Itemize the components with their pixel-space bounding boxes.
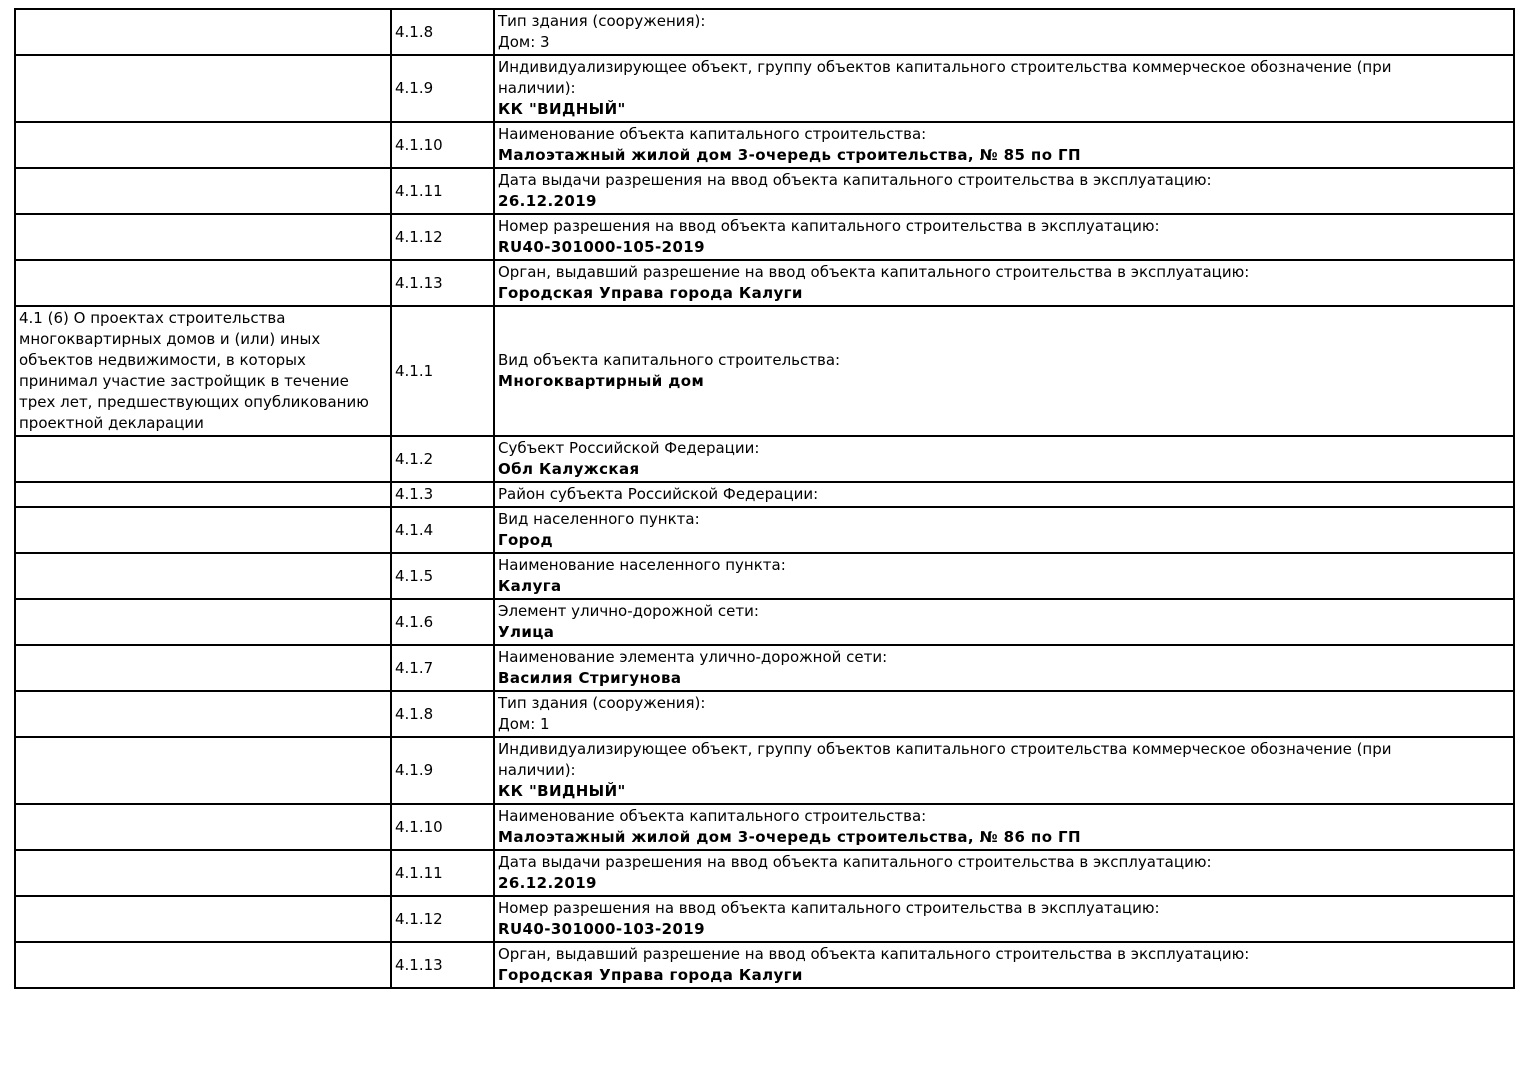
field-label: Орган, выдавший разрешение на ввод объекта капитального строительства в эксплуатацию: <box>498 945 1250 963</box>
row-code: 4.1.13 <box>395 955 443 974</box>
field-value: Улица <box>498 623 555 641</box>
content-cell <box>494 691 1514 737</box>
section-cell <box>15 168 391 214</box>
field-label: Наименование элемента улично-дорожной сети: <box>498 648 888 666</box>
section-description: 4.1 (6) О проектах строительства многоквартирных домов и (или) иных объектов недвижимости, в которых принимал участие застройщик в течение трех лет, предшествующих опубликованию проектной декларации <box>19 309 369 432</box>
field-value: RU40-301000-103-2019 <box>498 920 705 938</box>
field-label: Номер разрешения на ввод объекта капитального строительства в эксплуатацию: <box>498 217 1160 235</box>
code-cell <box>391 645 494 691</box>
content-cell <box>494 599 1514 645</box>
table-row <box>15 942 1514 988</box>
code-cell <box>391 9 494 55</box>
row-code: 4.1.6 <box>395 612 434 631</box>
field-value: Многоквартирный дом <box>498 372 705 390</box>
table-row <box>15 691 1514 737</box>
table-row <box>15 645 1514 691</box>
declaration-table <box>14 8 1515 989</box>
code-cell <box>391 214 494 260</box>
row-code: 4.1.9 <box>395 761 434 779</box>
row-code: 4.1.7 <box>395 658 434 677</box>
field-label: Орган, выдавший разрешение на ввод объекта капитального строительства в эксплуатацию: <box>498 263 1250 281</box>
table-row <box>15 436 1514 482</box>
table-row <box>15 804 1514 850</box>
table-row <box>15 599 1514 645</box>
table-row <box>15 168 1514 214</box>
section-cell <box>15 306 391 436</box>
code-cell <box>391 507 494 553</box>
field-label: Наименование объекта капитального строительства: <box>498 125 927 143</box>
field-value: Обл Калужская <box>498 460 640 478</box>
content-cell <box>494 214 1514 260</box>
code-cell <box>391 122 494 168</box>
field-value: 26.12.2019 <box>498 874 597 892</box>
code-cell <box>391 482 494 507</box>
field-label: Вид населенного пункта: <box>498 510 700 528</box>
field-value: Василия Стригунова <box>498 669 682 687</box>
content-cell <box>494 645 1514 691</box>
field-value: RU40-301000-105-2019 <box>498 238 705 256</box>
content-cell <box>494 9 1514 55</box>
row-code: 4.1.2 <box>395 449 434 468</box>
content-cell <box>494 55 1514 122</box>
row-code: 4.1.10 <box>395 135 443 154</box>
table-row <box>15 553 1514 599</box>
section-cell <box>15 122 391 168</box>
field-label: Элемент улично-дорожной сети: <box>498 602 759 620</box>
content-cell <box>494 168 1514 214</box>
section-cell <box>15 9 391 55</box>
field-label: Индивидуализирующее объект, группу объектов капитального строительства коммерческое обозначение (при наличии): <box>498 740 1392 779</box>
content-cell <box>494 896 1514 942</box>
table-row <box>15 737 1514 804</box>
field-label: Дата выдачи разрешения на ввод объекта капитального строительства в эксплуатацию: <box>498 853 1212 871</box>
row-code: 4.1.8 <box>395 704 434 723</box>
field-label: Субъект Российской Федерации: <box>498 439 760 457</box>
field-label: Вид объекта капитального строительства: <box>498 351 841 369</box>
section-cell <box>15 942 391 988</box>
code-cell <box>391 850 494 896</box>
declaration-table-body <box>15 9 1514 988</box>
field-label: Тип здания (сооружения): <box>498 694 706 712</box>
table-row <box>15 507 1514 553</box>
code-cell <box>391 737 494 804</box>
code-cell <box>391 942 494 988</box>
row-code: 4.1.13 <box>395 273 443 292</box>
code-cell <box>391 691 494 737</box>
row-code: 4.1.12 <box>395 227 443 246</box>
section-cell <box>15 645 391 691</box>
content-cell <box>494 737 1514 804</box>
code-cell <box>391 260 494 306</box>
section-cell <box>15 507 391 553</box>
content-cell <box>494 482 1514 507</box>
section-cell <box>15 850 391 896</box>
section-cell <box>15 599 391 645</box>
field-value: Дом: 1 <box>498 715 550 733</box>
section-cell <box>15 691 391 737</box>
content-cell <box>494 122 1514 168</box>
section-cell <box>15 896 391 942</box>
content-cell <box>494 507 1514 553</box>
section-cell <box>15 482 391 507</box>
table-row <box>15 122 1514 168</box>
field-label: Индивидуализирующее объект, группу объектов капитального строительства коммерческое обозначение (при наличии): <box>498 58 1392 97</box>
row-code: 4.1.9 <box>395 79 434 97</box>
field-label: Дата выдачи разрешения на ввод объекта капитального строительства в эксплуатацию: <box>498 171 1212 189</box>
content-cell <box>494 804 1514 850</box>
table-row <box>15 482 1514 507</box>
field-value: Малоэтажный жилой дом 3-очередь строительства, № 86 по ГП <box>498 828 1081 846</box>
table-row <box>15 55 1514 122</box>
content-cell <box>494 942 1514 988</box>
content-cell <box>494 306 1514 436</box>
code-cell <box>391 896 494 942</box>
table-row <box>15 896 1514 942</box>
field-value: 26.12.2019 <box>498 192 597 210</box>
row-code: 4.1.3 <box>395 485 434 503</box>
field-value: Дом: 3 <box>498 33 550 51</box>
row-code: 4.1.12 <box>395 909 443 928</box>
row-code: 4.1.8 <box>395 22 434 41</box>
section-cell <box>15 553 391 599</box>
section-cell <box>15 214 391 260</box>
field-value: Город <box>498 531 554 549</box>
table-row <box>15 260 1514 306</box>
row-code: 4.1.11 <box>395 863 443 882</box>
code-cell <box>391 553 494 599</box>
section-cell <box>15 737 391 804</box>
section-cell <box>15 436 391 482</box>
row-code: 4.1.4 <box>395 520 434 539</box>
field-value: Калуга <box>498 577 562 595</box>
section-cell <box>15 55 391 122</box>
code-cell <box>391 436 494 482</box>
code-cell <box>391 306 494 436</box>
table-row <box>15 9 1514 55</box>
field-value: Малоэтажный жилой дом 3-очередь строительства, № 85 по ГП <box>498 146 1081 164</box>
content-cell <box>494 850 1514 896</box>
content-cell <box>494 260 1514 306</box>
field-value: КК "ВИДНЫЙ" <box>498 782 626 800</box>
content-cell <box>494 553 1514 599</box>
row-code: 4.1.10 <box>395 817 443 836</box>
code-cell <box>391 804 494 850</box>
field-label: Номер разрешения на ввод объекта капитального строительства в эксплуатацию: <box>498 899 1160 917</box>
code-cell <box>391 168 494 214</box>
table-row <box>15 214 1514 260</box>
field-value: Городская Управа города Калуги <box>498 966 803 984</box>
section-cell <box>15 260 391 306</box>
content-cell <box>494 436 1514 482</box>
field-label: Район субъекта Российской Федерации: <box>498 485 819 503</box>
field-label: Тип здания (сооружения): <box>498 12 706 30</box>
field-value: КК "ВИДНЫЙ" <box>498 100 626 118</box>
row-code: 4.1.1 <box>395 361 434 380</box>
row-code: 4.1.5 <box>395 566 434 585</box>
row-code: 4.1.11 <box>395 181 443 200</box>
code-cell <box>391 599 494 645</box>
table-row <box>15 306 1514 436</box>
section-cell <box>15 804 391 850</box>
code-cell <box>391 55 494 122</box>
field-value: Городская Управа города Калуги <box>498 284 803 302</box>
table-row <box>15 850 1514 896</box>
field-label: Наименование населенного пункта: <box>498 556 786 574</box>
field-label: Наименование объекта капитального строительства: <box>498 807 927 825</box>
